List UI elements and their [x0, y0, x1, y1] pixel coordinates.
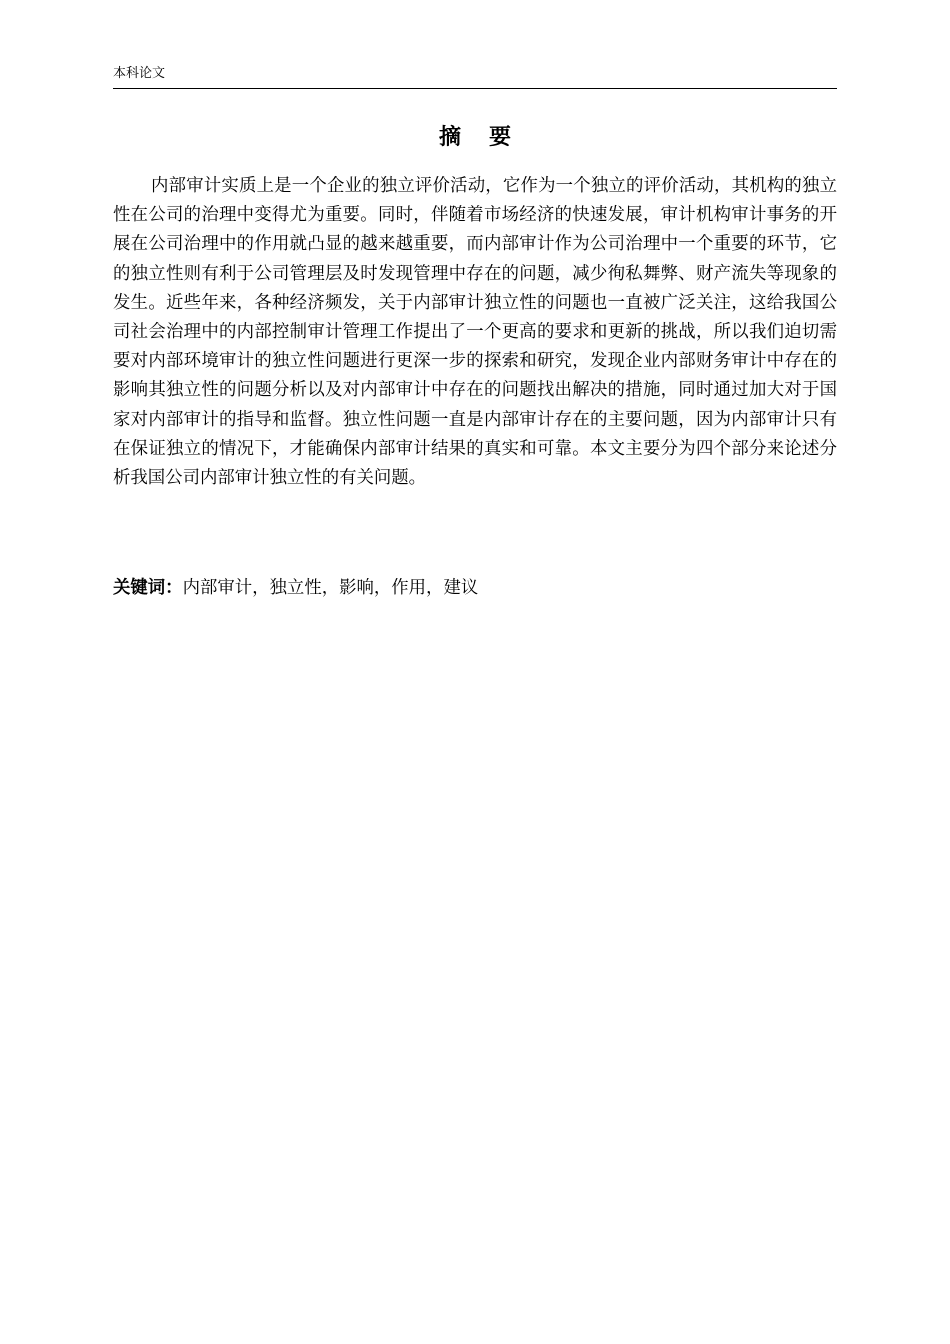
running-header: 本科论文	[113, 66, 166, 81]
keywords-line	[113, 574, 837, 602]
keywords-value: 内部审计，独立性，影响，作用，建议	[182, 578, 479, 598]
keywords-label: 关键词：	[113, 578, 183, 598]
abstract-body: 内部审计实质上是一个企业的独立评价活动，它作为一个独立的评价活动，其机构的独立性在公司的治理中变得尤为重要。同时，伴随着市场经济的快速发展，审计机构审计事务的开展在公司治理中的作用就凸显的越来越重要，而内部审计作为公司治理中一个重要的环节，它的独立性则有利于公司管理层及时发现管理中存在的问题，减少徇私舞弊、财产流失等现象的发生。近些年来，各种经济频发，关于内部审计独立性的问题也一直被广泛关注，这给我国公司社会治理中的内部控制审计管理工作提出了一个更高的要求和更新的挑战，所以我们迫切需要对内部环境审计的独立性问题进行更深一步的探索和研究，发现企业内部财务审计中存在的影响其独立性的问题分析以及对内部审计中存在的问题找出解决的措施，同时通过加大对于国家对内部审计的指导和监督。独立性问题一直是内部审计存在的主要问题，因为内部审计只有在保证独立的情况下，才能确保内部审计结果的真实和可靠。本文主要分为四个部分来论述分析我国公司内部审计独立性的有关问题。	[113, 176, 837, 489]
header-rule	[113, 88, 837, 89]
abstract-title: 摘要	[438, 125, 539, 150]
